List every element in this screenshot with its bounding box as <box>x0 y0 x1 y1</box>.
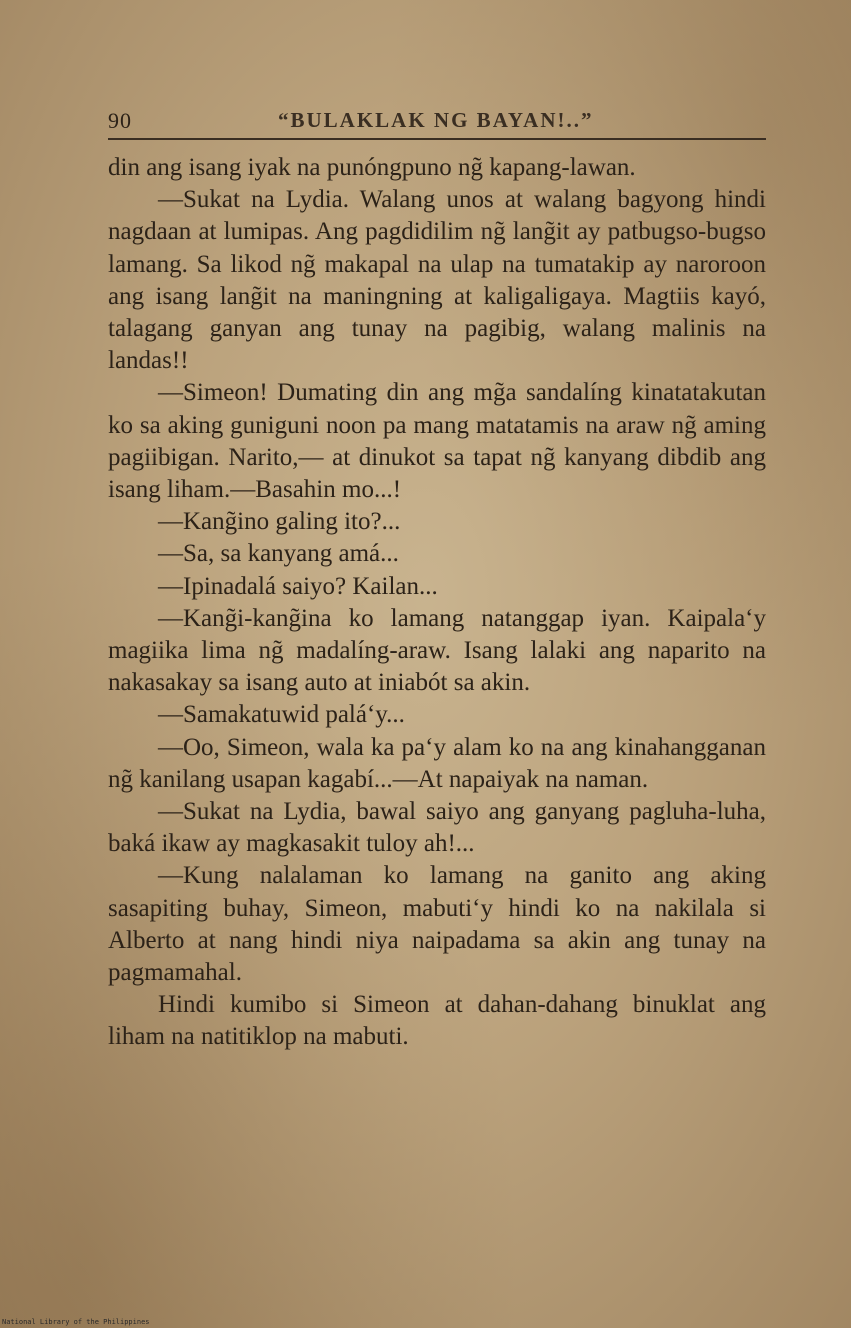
paragraph: —Kung nalalaman ko lamang na ganito ang aking sasapiting buhay, Simeon, mabuti‘y hindi ko na nakilala si Alberto at nang hindi niya naipadama sa akin ang tunay na pagmamahal. <box>108 862 766 987</box>
running-title: “BULAKLAK NG BAYAN!..” <box>278 108 594 132</box>
paragraph: —Sa, sa kanyang amá... <box>158 540 399 568</box>
paragraph: —Simeon! Dumating din ang mg̃a sandalíng kinatatakutan ko sa aking guniguni noon pa mang matatamis na araw ng̃ aming pagiibigan. Narito,— at dinukot sa tapat ng̃ kanyang dibdib ang isang liham.—Basahin mo...! <box>108 379 766 504</box>
body-text <box>108 152 766 1054</box>
paragraph: —Kang̃i-kang̃ina ko lamang natanggap iyan. Kaipala‘y magiika lima ng̃ madalíng-araw. Isang lalaki ang naparito na nakasakay sa isang auto at iniabót sa akin. <box>108 604 766 697</box>
paragraph: Hindi kumibo si Simeon at dahan-dahang binuklat ang liham na natitiklop na mabuti. <box>108 991 766 1051</box>
paragraph: —Sukat na Lydia, bawal saiyo ang ganyang pagluha-luha, baká ikaw ay magkasakit tuloy ah!... <box>108 798 766 858</box>
paragraph: —Oo, Simeon, wala ka pa‘y alam ko na ang kinahangganan ng̃ kanilang usapan kagabí...—At napaiyak na naman. <box>108 733 766 793</box>
paragraph: —Ipinadalá saiyo? Kailan... <box>158 572 438 600</box>
paragraph: —Samakatuwid palá‘y... <box>158 701 405 729</box>
paragraph: —Sukat na Lydia. Walang unos at walang bagyong hindi nagdaan at lumipas. Ang pagdidilim ng̃ lang̃it ay patbugso-bugso lamang. Sa likod ng̃ makapal na ulap na tumatakip ay naroroon ang isang lang̃it na maningning at kaligaligaya. Magtiis kayó, talagang ganyan ang tunay na pagibig, walang malinis na landas!! <box>108 186 766 375</box>
library-credit: National Library of the Philippines <box>2 1318 150 1326</box>
paragraph: din ang isang iyak na punóngpuno ng̃ kapang-lawan. <box>108 154 636 181</box>
page-header <box>108 104 766 140</box>
page-number: 90 <box>108 108 132 133</box>
header-rule <box>108 138 766 140</box>
paragraph: —Kang̃ino galing ito?... <box>158 508 401 536</box>
